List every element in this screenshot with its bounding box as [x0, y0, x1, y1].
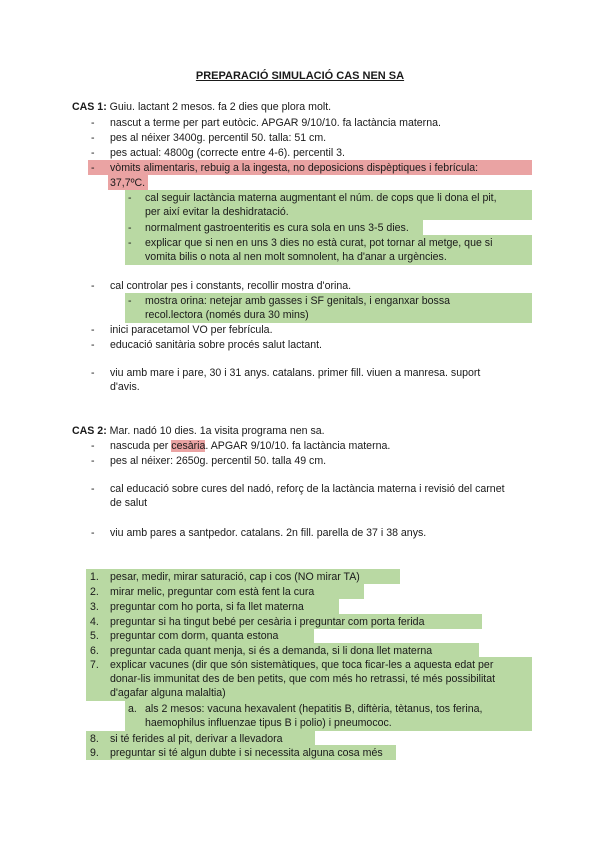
cas1-item-1: nascut a terme per part eutòcic. APGAR 9/10/10. fa lactància materna. [110, 117, 441, 129]
sub-bullet-dash: - [128, 222, 132, 234]
cas1-sub-3-line2: vomita bilis o nota al nen molt somnolent, ha d'anar a urgències. [145, 251, 447, 263]
bullet-dash: - [91, 132, 95, 144]
cas1-vomits-line2: 37,7ºC. [110, 177, 146, 189]
step-2: mirar melic, preguntar com està fent la cura [110, 586, 315, 598]
step-7-line3: d'agafar alguna malaltia) [110, 687, 226, 699]
step-number: 2. [90, 586, 99, 598]
step-number: 1. [90, 571, 99, 583]
cas2-viu: viu amb pares a santpedor. catalans. 2n fill. parella de 37 i 38 anys. [110, 527, 427, 539]
step-number: 5. [90, 630, 99, 642]
cas1-sub-1-line2: per així evitar la deshidratació. [145, 206, 289, 218]
cas1-paracetamol: inici paracetamol VO per febrícula. [110, 324, 273, 336]
cas2-educacio-line2: de salut [110, 497, 148, 509]
cas1-viu-line2: d'avis. [110, 381, 140, 393]
cas2-label: CAS 2: [72, 425, 107, 437]
bullet-dash: - [91, 440, 95, 452]
cas1-label: CAS 1: [72, 101, 107, 113]
cas2-nascuda [110, 439, 530, 453]
bullet-dash: - [91, 339, 95, 351]
cas1-viu-line1: viu amb mare i pare, 30 i 31 anys. catalans. primer fill. viuen a manresa. suport [110, 367, 481, 379]
bullet-dash: - [91, 483, 95, 495]
cas1-educacio: educació sanitària sobre procés salut lactant. [110, 339, 322, 351]
cas2-educacio-line1: cal educació sobre cures del nadó, reforç de la lactància materna i revisió del carnet [110, 483, 505, 495]
step-4: preguntar si ha tingut bebé per cesària i preguntar com porta ferida [110, 616, 425, 628]
step-3: preguntar com ho porta, si fa llet materna [110, 601, 304, 613]
bullet-dash: - [91, 162, 95, 174]
cas1-orina-line2: recol.lectora (només dura 30 mins) [145, 309, 309, 321]
bullet-dash: - [91, 324, 95, 336]
step-8: si té ferides al pit, derivar a llevadora [110, 733, 283, 745]
step-number: 9. [90, 747, 99, 759]
cas1-orina-line1: mostra orina: netejar amb gasses i SF genitals, i enganxar bossa [145, 295, 451, 307]
cas1-item-3: pes actual: 4800g (correcte entre 4-6). percentil 3. [110, 147, 345, 159]
step-7-line1: explicar vacunes (dir que són sistemàtiques, que toca ficar-les a aquesta edat per [110, 659, 494, 671]
step-7a-line1: als 2 mesos: vacuna hexavalent (hepatitis B, diftèria, tètanus, tos ferina, [145, 703, 483, 715]
cas1-sub-2: normalment gastroenteritis es cura sola en uns 3-5 dies. [145, 222, 409, 234]
step-number: 8. [90, 733, 99, 745]
bullet-dash: - [91, 280, 95, 292]
cas2-nascuda-post: . APGAR 9/10/10. fa lactància materna. [205, 440, 391, 452]
step-9: preguntar si té algun dubte i si necessita alguna cosa més [110, 747, 383, 759]
cas1-intro: Guiu. lactant 2 mesos. fa 2 dies que plora molt. [106, 101, 332, 113]
bullet-dash: - [91, 147, 95, 159]
step-7-line2: donar-lis immunitat des de ben petits, que com més ho retrassi, té més possibilitat [110, 673, 496, 685]
step-6: preguntar cada quant menja, si és a demanda, si li dona llet materna [110, 645, 433, 657]
cas1-sub-3-line1: explicar que si nen en uns 3 dies no està curat, pot tornar al metge, que si [145, 237, 493, 249]
step-number: 6. [90, 645, 99, 657]
step-5: preguntar com dorm, quanta estona [110, 630, 279, 642]
cas1-item-2: pes al néixer 3400g. percentil 50. talla: 51 cm. [110, 132, 327, 144]
bullet-dash: - [91, 527, 95, 539]
step-number: 3. [90, 601, 99, 613]
bullet-dash: - [91, 455, 95, 467]
step-1: pesar, medir, mirar saturació, cap i cos (NO mirar TA) [110, 571, 360, 583]
cas2-pes: pes al néixer: 2650g. percentil 50. talla 49 cm. [110, 455, 327, 467]
cas1-vomits-line1: vòmits alimentaris, rebuig a la ingesta, no deposicions dispèptiques i febrícula: [110, 162, 479, 174]
sub-bullet-dash: - [128, 192, 132, 204]
cas1-control: cal controlar pes i constants, recollir mostra d'orina. [110, 280, 352, 292]
sub-step-letter: a. [128, 703, 137, 715]
cas2-intro: Mar. nadó 10 dies. 1a visita programa nen sa. [106, 425, 325, 437]
sub-bullet-dash: - [128, 295, 132, 307]
cas1-sub-1-line1: cal seguir lactància materna augmentant el núm. de cops que li dona el pit, [145, 192, 497, 204]
bullet-dash: - [91, 367, 95, 379]
step-number: 7. [90, 659, 99, 671]
document-title: PREPARACIÓ SIMULACIÓ CAS NEN SA [195, 70, 405, 82]
cas2-cesaria-highlight: cesària [171, 440, 206, 452]
sub-bullet-dash: - [128, 237, 132, 249]
bullet-dash: - [91, 117, 95, 129]
step-7a-line2: haemophilus influenzae tipus B i polio) i pneumococ. [145, 717, 392, 729]
cas2-heading [72, 424, 532, 438]
cas1-heading [72, 100, 532, 114]
cas2-nascuda-pre: nascuda per [110, 440, 172, 452]
step-number: 4. [90, 616, 99, 628]
